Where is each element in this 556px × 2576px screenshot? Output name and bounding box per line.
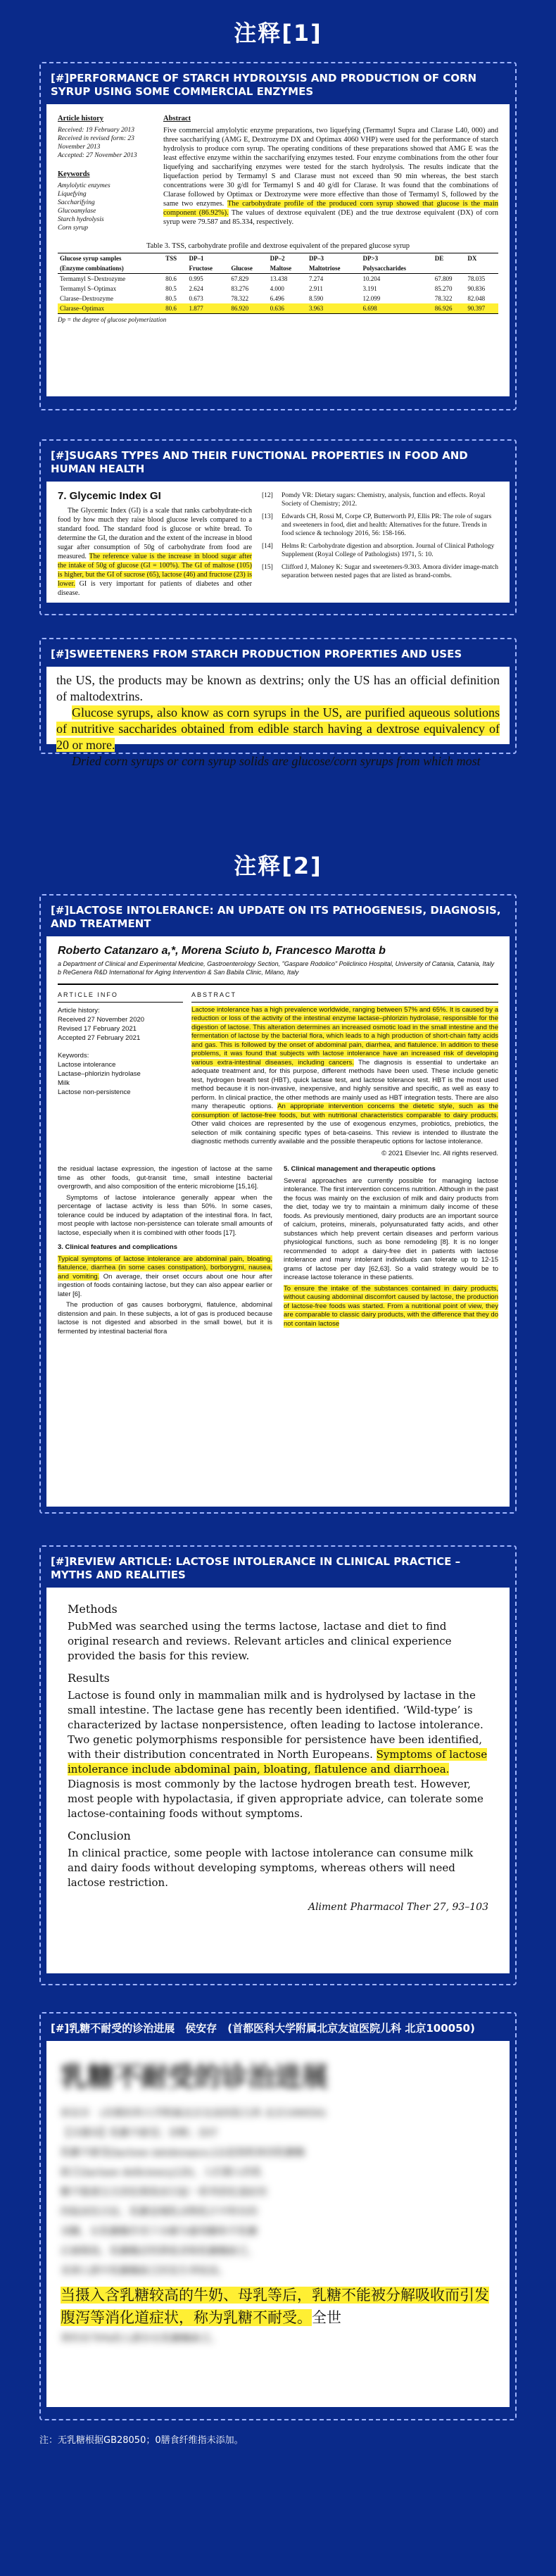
keyword-line: Milk (58, 1079, 70, 1087)
keyword-line: Lactose non-persistence (58, 1088, 131, 1096)
table-header: DE (433, 253, 466, 264)
panel-title: [#]乳糖不耐受的诊治进展 侯安存 (首都医科大学附属北京友谊医院儿科 北京100050) (51, 2022, 475, 2035)
highlighted-text: 当摄入含乳糖较高的牛奶、母乳等后，乳糖不能被分解吸收而引发腹泻等消化道症状，称为乳糖不耐受。 (61, 2287, 489, 2326)
table-row (58, 303, 498, 314)
table-cell: Clarase–Optimax (58, 303, 163, 314)
blurred-line: 缺乏(lactase deficiency,LD)，人们摄入的乳 (61, 2167, 263, 2178)
keyword-line: Keywords: (58, 1052, 89, 1060)
column-right: 5. Clinical management and therapeutic options Several approaches are currently possible for managing lactose intolerance. The first intervention concerns nutrition. Although in the past the focus was mainly on the exclusion of milk and dairy products from the diet, today we try to maintain a minimum daily income of these foods. As previously mentioned, dairy products are an important source of calcium, proteins, minerals, polyunsaturated fatty acids, and other substances which help prevent certain diseases and perform various physiological functions, such as bone remodeling [8]. It is no longer recommended to adopt a dairy-free diet in patients with lactose intolerance and many intolerant individuals can tolerate up to 12-15 grams of lactose per day [62,63]. So a valid strategy would be to increase lactose tolerance in these patients. To ensure the intake of the substances contained in dairy products, without causing abdominal discomfort caused by lactose, the production of lactose-free foods was started. From a nutritional point of view, they are comparable to classic dairy products, with the difference that they do not contain lactose (284, 1165, 498, 1328)
methods-heading: Methods (68, 1602, 118, 1616)
table-cell: 86.926 (433, 303, 466, 314)
highlighted-text: An appropriate intervention concerns the dietetic style, such as the consumption of lactose-free foods, but with nutritional characteristics comparable to dairy products. (191, 1102, 498, 1119)
history-line: Received in revised form: 23 November 2013 (58, 135, 134, 151)
table-cell: 80.5 (165, 285, 177, 292)
table-header: DP–3 (307, 253, 361, 264)
panel-starch-hydrolysis (39, 62, 517, 410)
blurred-line: 界约有70%的人群存在乳糖酶缺乏。 (61, 2333, 221, 2344)
keyword: Corn syrup (58, 225, 89, 232)
history-line: Accepted: 27 November 2013 (58, 152, 137, 159)
table-cell: 0.636 (268, 303, 307, 314)
abstract-text: Lactose intolerance has a high prevalence worldwide, ranging between 57% and 65%. It is caused by a reduction or loss of the activity of the intestinal enzyme lactase–phlorizin hydrolase, responsible for the digestion of lactose. This alteration determines an increased osmotic load in the small intestine and the fermentation of lactose by the bacterial flora, which leads to a high production of short-chain fatty acids and gas. This is followed by the onset of abdominal pain, diarrhea, and flatulence. In addition to these problems, it was found that subjects with lactose intolerance have an increased risk of developing various extra-intestinal diseases, including cancers. The diagnosis is essential to undertake an adequate treatment and, for this purpose, different methods have been used. These include genetic test, hydrogen breath test (HBT), quick lactase test, and lactose tolerance test. HBT is the most used method because it is non-invasive, inexpensive, and highly sensitive and specific, as well as easy to perform. In clinical practice, the other methods are mainly used as HBT integration tests. There are also many therapeutic options. An appropriate intervention concerns the dietetic style, such as the consumption of lactose-free foods, but with nutritional characteristics comparable to dairy products. Other valid choices are represented by the use of exogenous enzymes, probiotics, prebiotics, the selection of milk containing specific types of beta-caseins. This review is intended to illustrate the diagnostic methods currently available and the possible therapeutic options for lactose intolerance. (191, 1005, 498, 1145)
table-cell: 90.836 (467, 285, 486, 292)
panel-title: [#]SWEETENERS FROM STARCH PRODUCTION PROPERTIES AND USES (51, 648, 462, 660)
table-cell: 90.397 (465, 303, 498, 314)
column-left: the residual lactase expression, the ingestion of lactose at the same time as other foods, gut-transit time, small intestine bacterial overgrowth, and also composition of the enteric microbiome [15,16]. Symptoms of lactose intolerance generally appear when the percentage of lactase activity is less than 50%. In some cases, tolerance could be induced by adaptation of the intestinal flora. In fact, most people with lactose non-persistence can tolerate small amounts of lactose, especially when it is combined with other foods [17]. 3. Clinical features and complications Typical symptoms of lactose intolerance are abdominal pain, bloating, flatulence, diarrhea (in some cases constipation), borborygmi, nausea, and vomiting. On average, their onset occurs about one hour after ingestion of foods containing lactose, but they can also appear earlier or later [6]. The production of gas causes borborygmi, flatulence, abdominal distension and pain. In these subjects, a lot of gas is produced because lactose is not digested and absorbed in the small bowel, but it is fermented by intestinal bacterial flora (58, 1165, 272, 1336)
blurred-title: 乳糖不耐受的诊治进展 (61, 2061, 329, 2092)
keywords-label: Keywords (58, 170, 90, 178)
table-caption: Table 3. TSS, carbohydrate profile and dextrose equivalent of the prepared glucose syrup (146, 242, 410, 250)
info-line: Accepted 27 February 2021 (58, 1034, 141, 1042)
table-cell: 78.322 (434, 295, 453, 302)
info-heading: ARTICLE INFO (58, 991, 183, 1003)
table-cell: 86.920 (229, 303, 267, 314)
table-cell: 83.276 (231, 285, 249, 292)
footnote: 注：无乳糖根据GB28050；0膳食纤维指未添加。 (39, 2435, 244, 2446)
table-subheader: Maltose (268, 263, 307, 274)
panel-title: [#]PERFORMANCE OF STARCH HYDROLYSIS AND PRODUCTION OF CORN SYRUP USING SOME COMMERCIAL ENZYMES (51, 72, 477, 98)
table-row (58, 274, 498, 284)
table-cell: 2.911 (308, 285, 323, 292)
table-cell: 2.624 (189, 285, 203, 292)
table-cell: 10.204 (362, 275, 381, 282)
reference-item: [13] Edwards CH, Rossi M, Corpe CP, Butterworth PJ, Ellis PR: The role of sugars and sweeteners in food, diet and health: Alternatives for the future. Trends in food science & technology 2016, 56: 158-166. (262, 513, 492, 537)
article-meta (58, 114, 163, 232)
highlighted-text: Symptoms of lactose intolerance include abdominal pain, bloating, flatulence and diarrhoea. (68, 1748, 488, 1776)
results-text: Lactose is found only in mammalian milk and is hydrolysed by lactase in the small intestine. The lactase gene has recently been identified. ‘Wild-type’ is characterized by lactase nonpersistence, often leading to lactose intolerance. Two genetic polymorphisms responsible for persistence have been identified, with their distribution concentrated in North Europeans. Symptoms of lactose intolerance include abdominal pain, bloating, flatulence and diarrhoea. Diagnosis is most commonly by the lactose hydrogen breath test. However, most people with hypolactasia, if given appropriate advice, can tolerate some lactose-containing foods without symptoms. (68, 1689, 488, 1820)
blurred-line: 双糖，在乳糖酶作用下水解为葡萄糖和半乳糖 (61, 2226, 258, 2237)
glycemic-index-section (58, 491, 262, 598)
table-subheader: (Enzyme combinations) (58, 263, 163, 274)
highlighted-text: To ensure the intake of the substances contained in dairy products, without causing abdominal discomfort caused by lactose, the production of lactose-free foods was started. From a nutritional point of view, they are comparable to classic dairy products, with the difference that they do not contain lactose (284, 1284, 498, 1328)
table-subheader: Maltotriose (307, 263, 361, 274)
clear-sentence: 当摄入含乳糖较高的牛奶、母乳等后，乳糖不能被分解吸收而引发腹泻等消化道症状，称为乳糖不耐受。全世 (61, 2287, 489, 2326)
table-cell: 3.191 (362, 285, 377, 292)
blurred-line: 的临床综合征。乳糖是哺乳动物乳汁中特有的 (61, 2206, 258, 2218)
table-cell: 0.673 (189, 295, 203, 302)
body-text: The Glycemic Index (GI) is a scale that ranks carbohydrate-rich food by how much they raise blood glucose levels compared to a standard food. The standard food is glucose or white bread. To determine the GI, the duration and the extent of the increase in blood sugar after consumption of 50g of carbohydrate from food are measured. The reference value is the increase in blood sugar after the intake of 50g of glucose (GI = 100%). The GI of maltose (105) is higher, but the GI of sucrose (65), lactose (46) and fructose (23) is lower. GI is very important for patients of diabetes and other disease. (58, 507, 252, 597)
highlighted-text: The carbohydrate profile of the produced corn syrup showed that glucose is the main component (86.92%). (163, 200, 498, 217)
panel-lactose-review (39, 1545, 517, 1985)
keyword: Saccharifying (58, 199, 95, 206)
blurred-body (61, 2104, 495, 2281)
table-cell: 80.5 (165, 295, 177, 302)
table-subheader (433, 263, 466, 274)
document-excerpt (46, 2041, 510, 2407)
table-cell: 78.035 (467, 275, 486, 282)
table-cell: 82.048 (467, 295, 486, 302)
methods-text: PubMed was searched using the terms lactose, lactase and diet to find original research and reviews. Relevant articles and clinical experience provided the basis for this review. (68, 1620, 452, 1662)
article-info (58, 991, 191, 1158)
affiliations: a Department of Clinical and Experimental Medicine, Gastroenterology Section, "Gaspare Rodolico" Policlinico Hospital, University of Catania, Catania, Italy b ReGenera R&D International for Aging Intervention & San Babila Clinic, Milano, Italy (58, 960, 495, 976)
table-header (229, 253, 267, 264)
table-cell: 0.995 (189, 275, 203, 282)
panel-lactose-update (39, 894, 517, 1514)
highlighted-text: Typical symptoms of lactose intolerance are abdominal pain, bloating, flatulence, diarrhea (in some cases constipation), borborygmi, nausea, and vomiting. (58, 1255, 272, 1281)
abstract-label: Abstract (163, 115, 191, 122)
history-line: Received: 19 February 2013 (58, 127, 134, 134)
article-history-label: Article history (58, 115, 104, 122)
table-cell: 80.6 (165, 275, 177, 282)
table-cell: Termamyl S–Optimax (60, 285, 117, 292)
keyword: Liquefying (58, 191, 87, 198)
highlighted-text: Glucose syrups, also know as corn syrups in the US, are purified aqueous solutions of nutritive saccharides obtained from edible starch having a dextrose equivalency of 20 or more. (56, 705, 500, 752)
abstract-heading: ABSTRACT (191, 991, 498, 1003)
table-cell: 67.809 (434, 275, 453, 282)
conclusion-heading: Conclusion (68, 1829, 131, 1842)
highlighted-text: Lactose intolerance has a high prevalence worldwide, ranging between 57% and 65%. It is caused by a reduction or loss of the activity of the intestinal enzyme lactase–phlorizin hydrolase, responsible for the digestion of lactose. This alteration determines an increased osmotic load in the small intestine and the fermentation of lactose by the bacterial flora, which leads to a high production of short-chain fatty acids and gas. This is followed by the onset of abdominal pain, diarrhea, and flatulence. In addition to these problems, it was found that subjects with lactose intolerance have an increased risk of developing various extra-intestinal diseases, including cancers. (191, 1005, 498, 1067)
blurred-line: 亚洲人群中乳糖酶缺乏的发生率较高。 (61, 2266, 228, 2277)
blurred-line: 【关键词】乳糖不耐受；诊断；治疗 (61, 2128, 218, 2139)
abstract (163, 114, 498, 232)
reference-list (262, 491, 498, 598)
table-subheader: Fructose (187, 263, 229, 274)
info-line: Revised 17 February 2021 (58, 1025, 137, 1033)
table-cell: 85.270 (434, 285, 453, 292)
table-cell: Clarase–Dextrozyme (60, 295, 113, 302)
table-cell: 78.322 (231, 295, 249, 302)
table-header: DP–2 (268, 253, 307, 264)
conclusion-text: In clinical practice, some people with lactose intolerance can consume milk and dairy foods without developing symptoms, whereas others will need lactose restriction. (68, 1847, 474, 1889)
table-cell: 3.963 (307, 303, 361, 314)
keyword: Starch hydrolysis (58, 216, 104, 223)
table-cell: 1.877 (187, 303, 229, 314)
reference-item: [12] Pomdy VR: Dietary sugars: Chemistry, analysis, function and effects. Royal Society of Chemistry; 2012. (262, 492, 486, 508)
copyright: © 2021 Elsevier Inc. All rights reserved. (381, 1149, 498, 1157)
section-heading: 7. Glycemic Index GI (58, 490, 161, 502)
table-header: DP>3 (360, 253, 432, 264)
panel-title: [#]REVIEW ARTICLE: LACTOSE INTOLERANCE IN CLINICAL PRACTICE – MYTHS AND REALITIES (51, 1555, 461, 1581)
table-header: DX (465, 253, 498, 264)
table-cell: 8.590 (308, 295, 324, 302)
keyword: Glucoamylase (58, 208, 96, 215)
document-excerpt (46, 1588, 510, 1973)
document-excerpt (46, 667, 510, 768)
body-text: Dried corn syrups or corn syrup solids are glucose/corn syrups from which most (72, 754, 481, 768)
keyword: Amylolytic enzymes (58, 182, 110, 189)
document-excerpt (46, 482, 510, 603)
document-excerpt (46, 104, 510, 396)
table-cell: Termamyl S–Dextrozyme (60, 275, 126, 282)
keyword-line: Lactase–phlorizin hydrolase (58, 1070, 141, 1078)
info-line: Article history: (58, 1007, 100, 1014)
panel-title: [#]SUGARS TYPES AND THEIR FUNCTIONAL PROPERTIES IN FOOD AND HUMAN HEALTH (51, 449, 468, 475)
panel-chinese-lactose (39, 2012, 517, 2420)
panel-sweeteners (39, 638, 517, 768)
keyword-line: Lactose intolerance (58, 1061, 116, 1069)
table-3 (46, 242, 510, 333)
abstract (191, 991, 498, 1158)
table-subheader: Polysaccharides (360, 263, 432, 274)
section-heading: 3. Clinical features and complications (58, 1243, 177, 1251)
section-title-2: 注释[2] (234, 853, 322, 879)
panel-sugar-types (39, 439, 517, 615)
table-subheader (465, 263, 498, 274)
highlighted-paragraph (56, 705, 500, 753)
table-cell: 7.274 (308, 275, 324, 282)
table-row (58, 284, 498, 294)
panel-title: [#]LACTOSE INTOLERANCE: AN UPDATE ON ITS PATHOGENESIS, DIAGNOSIS, AND TREATMENT (51, 904, 501, 930)
table-cell: 13.438 (270, 275, 288, 282)
table-subheader: Glucose (229, 263, 267, 274)
highlighted-text: The reference value is the increase in blood sugar after the intake of 50g of glucose (GI = 100%). The GI of maltose (105) is higher, but the GI of sucrose (65), lactose (46) and fructose (23) is lower. (58, 553, 252, 588)
table-cell: 80.6 (163, 303, 187, 314)
authors: Roberto Catanzaro a,*, Morena Sciuto b, Francesco Marotta b (58, 945, 386, 957)
blurred-line: 侯安存 (首都医科大学附属北京友谊医院儿科 北京100050) (61, 2108, 326, 2119)
info-line: Received 27 November 2020 (58, 1016, 145, 1024)
table-note: Dp = the degree of glucose polymerization (58, 316, 167, 323)
journal-citation: Aliment Pharmacol Ther 27, 93–103 (308, 1902, 488, 1913)
document-excerpt (46, 936, 510, 1507)
section-title-1: 注释[1] (234, 20, 322, 46)
table-cell: 6.698 (360, 303, 432, 314)
body-text: the US, the products may be known as dextrins; only the US has an official definition of maltodextrins. (56, 673, 500, 703)
table-cell: 12.099 (362, 295, 381, 302)
blurred-line: 乳糖不耐受(lactose intolerance,LI)是指机体因乳糖酶 (61, 2147, 305, 2159)
table-header: Glucose syrup samples (58, 253, 163, 264)
table-header: TSS (163, 253, 187, 264)
table-cell: 6.496 (270, 295, 284, 302)
table-row (58, 294, 498, 303)
reference-item: [15] Clifford J, Maloney K: Sugar and sweeteners-9.303. Amora divider image-match separation between nested pages that are listed as brand-combs. (262, 564, 498, 579)
table-cell: 4.000 (270, 285, 284, 292)
table-cell: 67.829 (231, 275, 249, 282)
blurred-line: 糖不能被完全消化吸收而引起一系列消化道症状 (61, 2187, 267, 2198)
section-heading: 5. Clinical management and therapeutic options (284, 1165, 436, 1173)
results-heading: Results (68, 1671, 110, 1685)
table-subheader (163, 263, 187, 274)
blurred-line: 后被吸收。乳糖酶活性降低者称乳糖酶缺乏， (61, 2246, 258, 2257)
abstract-text: Five commercial amylolytic enzyme preparations, two liquefying (Termamyl Supra and Clarase L40, 000) and three saccharifying (AMG E, Dextrozyme DX and Optimax 4060 VHP) were used for the performance of starch hydrolysis to produce corn syrup. The operating conditions of these preparations showed that AMG E was the least effective enzyme within the saccharifying enzymes tested. Four enzyme combinations from the other four liquefying and saccharifying enzymes were tested for the starch hydrolysis. The results indicate that the liquefaction period by Termamyl S and Clarase must not exceed than 90 min whereas, the best starch concentrations were 30 g/dl for Termamyl S and 40 g/dl for Clarase. It was found that the combinations of Clarase followed by Optimax or Dextrozyme were more effective than those of Termamyl S, followed by the same two enzymes. The carbohydrate profile of the produced corn syrup showed that glucose is the main component (86.92%). The values of dextrose equivalent (DE) and the true dextrose equivalent (DX) of corn syrup were 79.587 and 85.334, respectively. (163, 127, 498, 226)
reference-item: [14] Helms R: Carbohydrate digestion and absorption. Journal of Clinical Pathology Supplement (Royal College of Pathologists) 1971, 5: 10. (262, 543, 495, 558)
table-header: DP–1 (187, 253, 229, 264)
carbohydrate-table (58, 253, 498, 314)
